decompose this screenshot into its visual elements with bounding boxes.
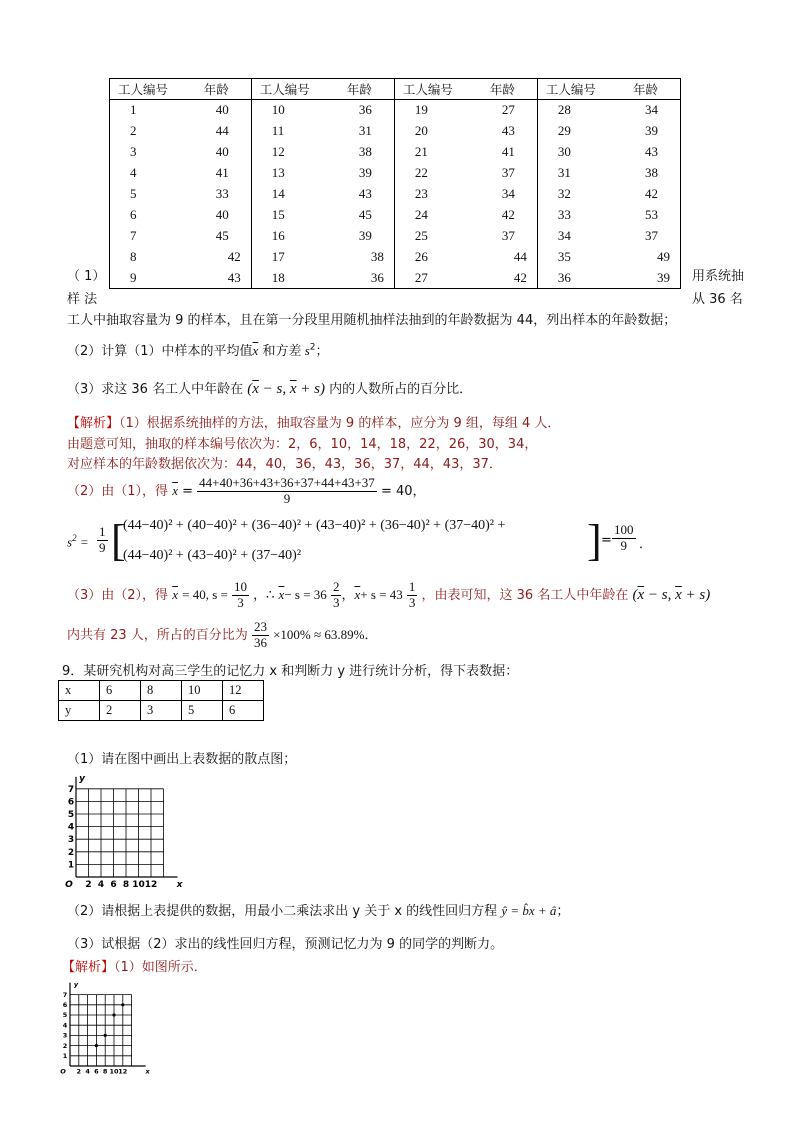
worker-id-cell: 36: [537, 267, 616, 288]
y-axis-label: y: [73, 982, 79, 989]
q9-sol1-text: （1）如图所示．: [114, 960, 207, 975]
worker-age-cell: 38: [370, 248, 384, 264]
q8-q2-text: （2）计算（1）中样本的平均值: [67, 344, 253, 359]
worker-id-cell: 22: [394, 163, 473, 184]
y-tick-label: 4: [67, 822, 75, 833]
q8-solution-3: 对应样本的年龄数据依次为：44，40，36，43，36，37，44，43，37．: [67, 457, 502, 472]
table-cell: 12: [223, 681, 264, 701]
q8-sd-equation: （3）由（2），得 $\overline{x} = 40$, s = $\frac{10}{3}$ ，∴ $\overline{x}- s = 36$ $\frac{2}{3}$ ，$\overline{x}+ s = 43$ $\frac{1}{3}$ ，由表可知，这 36 名工人中年龄在 ($\overline{x} - s$, $\overline{x} + s$): [67, 579, 711, 610]
q8-sol5d: − s = 36: [284, 586, 327, 602]
q8-right-2: 从 36 名: [692, 292, 743, 307]
q8-percentage: [67, 620, 377, 651]
worker-age-cell: 43: [358, 186, 372, 201]
q8-line-3: 工人中抽取容量为 9 的样本，且在第一分段里用随机抽样法抽到的年龄数据为 44，列出样本的年龄数据；: [67, 313, 677, 328]
worker-age-cell: 43: [645, 144, 658, 160]
column-header-age: 年龄: [474, 79, 538, 100]
column-header-age: 年龄: [617, 79, 681, 100]
q8-left-2: 样 法: [67, 292, 98, 307]
worker-age-cell: 36: [370, 269, 384, 285]
worker-age-cell: 36: [358, 102, 372, 118]
q8-sol5b: = 40, s =: [182, 586, 228, 602]
q8-sol4-text: （2）由（1），得: [67, 483, 169, 499]
worker-age-cell: 39: [657, 269, 670, 285]
x-tick-label: 10: [132, 880, 145, 890]
worker-age-cell: 39: [645, 123, 658, 139]
y-tick-label: 3: [62, 1031, 68, 1040]
worker-id-cell: 8: [130, 248, 137, 264]
worker-age-cell: 37: [501, 227, 515, 243]
x-tick-label: 8: [102, 1067, 108, 1076]
worker-id-cell: 23: [394, 184, 473, 205]
table-row: [110, 163, 681, 184]
worker-age-cell: 40: [215, 206, 229, 222]
table-cell: y: [59, 701, 100, 721]
table-header-row: [110, 79, 681, 100]
q8-sol6-text: 内共有 23 人，所占的百分比为: [67, 627, 248, 643]
worker-age-cell: 41: [215, 165, 229, 181]
column-header-id: 工人编号: [251, 79, 330, 100]
worker-age-cell: 44: [513, 248, 527, 264]
column-header-id: 工人编号: [537, 79, 616, 100]
worker-age-cell: 34: [501, 186, 515, 201]
q8-sol1-text: （1）根据系统抽样的方法，抽取容量为 9 的样本，应分为 9 组，每组 4 人．: [119, 416, 561, 431]
xy-table: [58, 680, 264, 721]
x-tick-label: 8: [122, 880, 130, 890]
data-point: [95, 1044, 98, 1047]
worker-age-cell: 43: [501, 123, 515, 139]
worker-age-cell: 42: [645, 186, 658, 201]
worker-age-cell: 31: [358, 123, 372, 139]
worker-id-cell: 30: [537, 142, 616, 163]
worker-age-cell: 39: [358, 165, 372, 181]
y-tick-label: 6: [62, 1000, 68, 1009]
worker-id-cell: 35: [537, 246, 616, 267]
worker-age-cell: 38: [358, 144, 372, 160]
worker-age-cell: 37: [645, 227, 658, 243]
table-cell: 5: [182, 701, 223, 721]
y-tick-label: 5: [67, 810, 75, 820]
worker-age-cell: 40: [215, 144, 229, 160]
worker-id-cell: 2: [130, 123, 137, 139]
worker-age-cell: 34: [645, 102, 658, 118]
worker-id-cell: 29: [537, 121, 616, 142]
age-table: [109, 78, 681, 289]
worker-id-cell: 26: [394, 246, 473, 267]
x-tick-label: 12: [144, 880, 158, 890]
worker-id-cell: 9: [130, 269, 137, 285]
table-row: [110, 246, 681, 267]
table-cell: 2: [100, 701, 141, 721]
worker-age-cell: 42: [513, 269, 527, 285]
worker-age-cell: 53: [645, 206, 658, 222]
worker-id-cell: 4: [130, 165, 137, 181]
solution-tag: 【解析】: [62, 960, 115, 975]
x-tick-label: 6: [110, 880, 117, 890]
q9-q2-text: （2）请根据上表提供的数据，用最小二乘法求出 y 关于 x 的线性回归方程: [67, 904, 498, 919]
worker-id-cell: 20: [394, 121, 473, 142]
worker-age-cell: 42: [501, 206, 515, 222]
table-row: [59, 681, 264, 701]
s-denominator: 3: [237, 594, 244, 610]
worker-id-cell: 17: [251, 246, 330, 267]
q8-label-1: （ 1）: [67, 269, 106, 284]
pct-tail: ×100% ≈ 63.89%．: [273, 626, 378, 642]
y-tick-label: 2: [62, 1041, 68, 1050]
q8-sol5c: ，∴: [253, 587, 275, 603]
x-tick-label: 10: [109, 1067, 119, 1076]
y-tick-label: 4: [62, 1021, 68, 1030]
q9-question-3: （3）试根据（2）求出的线性回归方程，预测记忆力为 9 的同学的判断力。: [67, 937, 504, 952]
worker-age-cell: 40: [215, 102, 229, 118]
worker-age-cell: 33: [215, 186, 229, 201]
table-cell: x: [59, 681, 100, 701]
table-row: [110, 142, 681, 163]
worker-id-cell: 25: [394, 225, 473, 246]
variance-result-num: 100: [614, 522, 634, 537]
worker-age-cell: 44: [215, 123, 229, 139]
q8-solution-2: 由题意可知，抽取的样本编号依次为：2，6，10，14，18，22，26，30，34，: [67, 437, 538, 452]
worker-age-cell: 45: [215, 227, 229, 243]
origin-label: O: [65, 880, 73, 890]
q8-question-3: （3）求这 36 名工人中年龄在 ($\overline{x} - s$, $\overline{x} + s$) 内的人数所占的百分比．: [67, 381, 473, 397]
worker-id-cell: 10: [251, 100, 330, 121]
q8-sol5e: + s = 43: [360, 586, 403, 602]
worker-id-cell: 11: [251, 121, 330, 142]
y-tick-label: 1: [62, 1051, 68, 1060]
x-tick-label: 4: [97, 880, 105, 890]
worker-id-cell: 34: [537, 225, 616, 246]
worker-id-cell: 33: [537, 204, 616, 225]
q8-sol5f: ，由表可知，这 36 名工人中年龄在: [421, 587, 629, 603]
y-tick-label: 2: [67, 847, 75, 858]
table-cell: 6: [100, 681, 141, 701]
worker-id-cell: 6: [130, 206, 137, 222]
worker-id-cell: 16: [251, 225, 330, 246]
q8-q2-text-b: 和方差: [262, 344, 302, 359]
variance-row-2: (44−40)² + (43−40)² + (37−40)²: [123, 548, 302, 563]
table-row: [110, 184, 681, 205]
worker-id-cell: 21: [394, 142, 473, 163]
column-header-id: 工人编号: [394, 79, 473, 100]
y-tick-label: 5: [62, 1011, 68, 1020]
x-tick-label: 4: [85, 1067, 90, 1076]
column-header-age: 年龄: [331, 79, 395, 100]
worker-id-cell: 7: [130, 227, 137, 243]
worker-id-cell: 15: [251, 204, 330, 225]
worker-id-cell: 31: [537, 163, 616, 184]
column-header-id: 工人编号: [110, 79, 188, 100]
worker-age-cell: 38: [645, 165, 658, 181]
table-row: [110, 204, 681, 225]
worker-age-cell: 45: [358, 206, 372, 222]
variance-row-1: (44−40)² + (40−40)² + (36−40)² + (43−40)² + (36−40)² + (37−40)² +: [123, 518, 506, 533]
worker-id-cell: 5: [130, 186, 137, 201]
worker-age-cell: 27: [501, 102, 515, 118]
worker-id-cell: 3: [130, 144, 137, 160]
q9-question-2: （2）请根据上表提供的数据，用最小二乘法求出 y 关于 x 的线性回归方程 ŷ = b̂x + â；: [67, 903, 570, 919]
worker-id-cell: 12: [251, 142, 330, 163]
empty-grid-figure: [58, 765, 198, 890]
mean-result: = 40，: [380, 483, 426, 499]
mean-denominator: 9: [283, 490, 291, 506]
mean-numerator: 44+40+36+43+36+37+44+43+37: [199, 475, 375, 490]
table-cell: 6: [223, 701, 264, 721]
table-cell: 8: [141, 681, 182, 701]
q8-q3-text-b: 内的人数所占的百分比．: [329, 382, 473, 397]
q8-sol5-text: （3）由（2），得: [67, 587, 169, 603]
worker-id-cell: 32: [537, 184, 616, 205]
y-tick-label: 6: [67, 797, 75, 808]
worker-age-cell: 49: [657, 248, 670, 264]
table-cell: 3: [141, 701, 182, 721]
worker-age-cell: 41: [501, 144, 515, 160]
pct-numerator: 23: [253, 619, 267, 634]
s-numerator: 10: [233, 579, 247, 594]
table-row: [110, 267, 681, 288]
q9-question-1: （1）请在图中画出上表数据的散点图；: [67, 752, 297, 767]
worker-id-cell: 27: [394, 267, 473, 288]
worker-id-cell: 1: [130, 102, 137, 118]
worker-id-cell: 14: [251, 184, 330, 205]
worker-age-cell: 42: [227, 248, 241, 264]
worker-age-cell: 37: [501, 165, 515, 181]
data-point: [112, 1013, 115, 1016]
q9-solution-1: [62, 956, 207, 975]
y-tick-label: 7: [62, 990, 68, 999]
y-tick-label: 1: [67, 860, 75, 871]
x-tick-label: 2: [85, 880, 92, 890]
data-point: [121, 1003, 124, 1006]
column-header-age: 年龄: [188, 79, 252, 100]
q8-right-1: 用系统抽: [692, 269, 745, 284]
variance-equation: $s^2$ = $\frac{1}{9}$ [ (44−40)² + (40−40)² + (36−40)² + (43−40)² + (36−40)² + (37−40)² + (44−40)² + (43−40)² + (37−40)² ] = $\frac{100}{9}$ ．: [67, 516, 653, 565]
x-tick-label: 2: [76, 1067, 82, 1076]
q8-solution-1: [67, 412, 560, 431]
x-tick-label: 6: [94, 1067, 99, 1076]
table-cell: 10: [182, 681, 223, 701]
worker-id-cell: 28: [537, 100, 616, 121]
y-tick-label: 7: [67, 784, 75, 795]
worker-age-cell: 43: [227, 269, 241, 285]
q8-mean-equation: （2）由（1），得 $\overline{x}$ = $\frac{44+40+36+43+36+37+44+43+37}{9}$ = 40，: [67, 475, 426, 506]
worker-age-cell: 39: [358, 227, 372, 243]
worker-id-cell: 18: [251, 267, 330, 288]
q8-q3-text: （3）求这 36 名工人中年龄在: [67, 382, 244, 397]
q8-question-2: （2）计算（1）中样本的平均值$\overline{x}$ 和方差 $s^2$；: [67, 342, 329, 359]
solution-tag: 【解析】: [67, 416, 120, 431]
scatter-plot: [58, 982, 168, 1077]
y-tick-label: 3: [67, 835, 75, 846]
worker-id-cell: 13: [251, 163, 330, 184]
x-axis-label: x: [145, 1067, 150, 1076]
y-axis-label: y: [79, 773, 85, 784]
table-row: [110, 225, 681, 246]
worker-id-cell: 24: [394, 204, 473, 225]
pct-denominator: 36: [253, 634, 267, 650]
table-row: [110, 100, 681, 121]
data-point: [104, 1034, 107, 1037]
x-axis-label: x: [176, 880, 183, 890]
table-row: [59, 701, 264, 721]
variance-result-den: 9: [620, 537, 627, 553]
x-tick-label: 12: [118, 1067, 128, 1076]
table-row: [110, 121, 681, 142]
q9-title: 9．某研究机构对高三学生的记忆力 x 和判断力 y 进行统计分析，得下表数据：: [62, 664, 519, 679]
origin-label: O: [60, 1067, 66, 1076]
worker-id-cell: 19: [394, 100, 473, 121]
